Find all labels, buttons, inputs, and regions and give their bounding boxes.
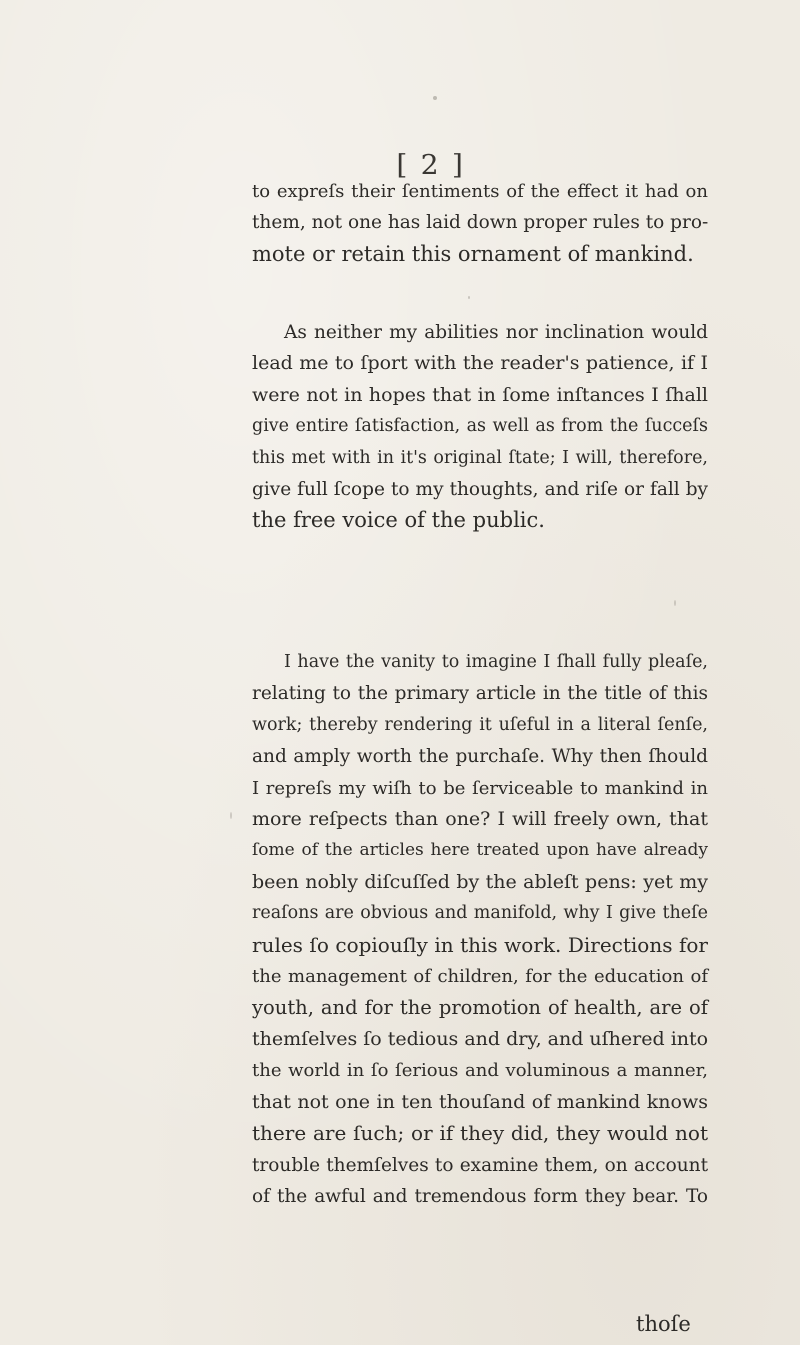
text-line: that not one in ten thouſand of mankind knows — [252, 1090, 708, 1113]
paper-speck — [433, 96, 437, 100]
paragraph-2 — [252, 317, 708, 537]
text-line: there are ſuch; or if they did, they would not — [252, 1121, 708, 1146]
text-line: the world in ſo ſerious and voluminous a manner, — [252, 1060, 708, 1082]
text-line: of the awful and tremendous form they bear. To — [252, 1185, 708, 1207]
text-line: reaſons are obvious and manifold, why I give theſe — [252, 903, 708, 924]
text-line: give full ſcope to my thoughts, and riſe or fall by — [252, 479, 708, 501]
text-line: work; thereby rendering it uſeful in a literal ſenſe, — [252, 714, 708, 735]
text-line: this met with in it's original ſtate; I will, therefore, — [252, 447, 708, 468]
text-line: lead me to ſport with the reader's patience, if I — [252, 352, 708, 375]
text-line: give entire ſatisfaction, as well as from the ſucceſs — [252, 416, 708, 437]
text-line: more reſpects than one? I will freely own, that — [252, 808, 708, 831]
text-line: rules ſo copiouſly in this work. Directions for — [252, 932, 708, 957]
text-line: been nobly diſcuſſed by the ableſt pens: yet my — [252, 870, 708, 893]
paper-speck — [468, 296, 470, 299]
page-number: [ 2 ] — [396, 150, 466, 181]
paragraph-3 — [252, 647, 708, 1212]
text-line: themſelves ſo tedious and dry, and uſhered into — [252, 1027, 709, 1050]
catchword: thoſe — [636, 1312, 691, 1336]
text-line: and amply worth the purchaſe. Why then ſhould — [252, 746, 708, 768]
text-line: trouble themſelves to examine them, on account — [252, 1154, 708, 1176]
text-line: to expreſs their ſentiments of the effect it had on — [252, 181, 708, 202]
paper-speck — [674, 600, 676, 606]
text-line: ſome of the articles here treated upon have already — [252, 840, 708, 861]
text-line: As neither my abilities nor inclination would — [284, 322, 708, 343]
paper-speck — [230, 812, 232, 819]
text-line: the management of children, for the education of — [252, 966, 708, 988]
text-line: relating to the primary article in the title of this — [252, 683, 708, 705]
text-line: were not in hopes that in ſome inſtances I ſhall — [252, 383, 708, 406]
paragraph-1 — [252, 176, 708, 270]
text-line: mote or retain this ornament of mankind. — [252, 241, 694, 266]
text-line: them, not one has laid down proper rules to pro- — [252, 212, 709, 234]
text-line: the free voice of the public. — [252, 508, 545, 533]
text-line: I have the vanity to imagine I ſhall fully pleaſe, — [284, 652, 708, 672]
text-line: youth, and for the promotion of health, are of — [252, 996, 708, 1020]
text-line: I repreſs my wiſh to be ſerviceable to mankind in — [252, 777, 708, 799]
